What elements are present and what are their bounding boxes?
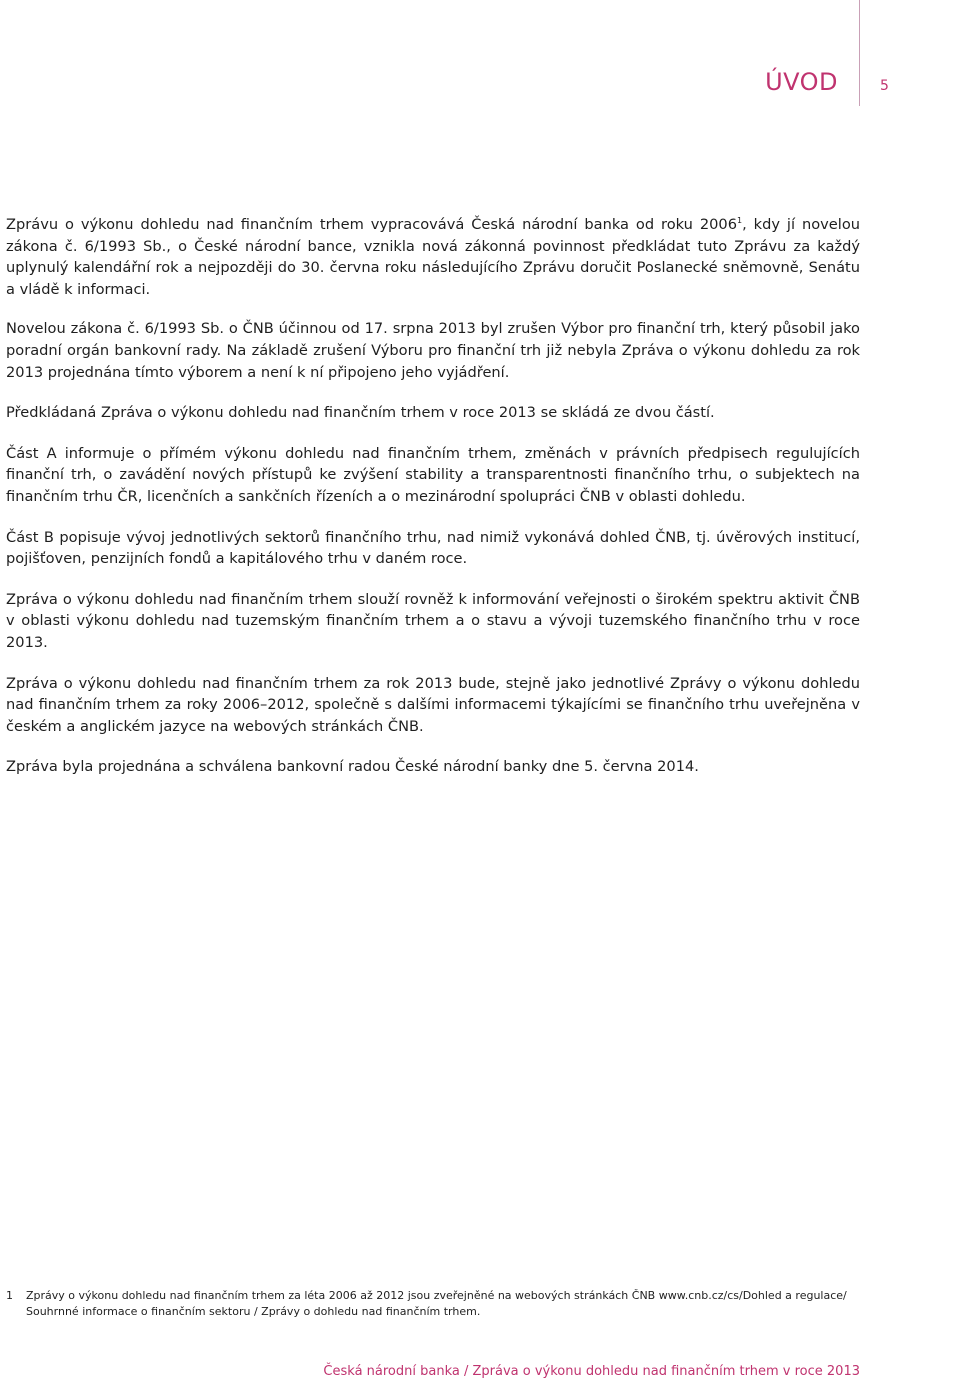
page-footer: Česká národní banka / Zpráva o výkonu dohledu nad finančním trhem v roce 2013 bbox=[323, 1364, 860, 1379]
section-title: ÚVOD bbox=[765, 68, 838, 96]
header-divider bbox=[859, 0, 860, 106]
paragraph-public-info: Zpráva o výkonu dohledu nad finančním trhem slouží rovněž k informování veřejnosti o širokém spektru aktivit ČNB v oblasti výkonu dohledu nad tuzemským finančním trhem a o stavu a vývoji tuzemského finančního trhu v roce 2013. bbox=[6, 590, 860, 651]
paragraph-amendment: Novelou zákona č. 6/1993 Sb. o ČNB účinnou od 17. srpna 2013 byl zrušen Výbor pro finanční trh, který působil jako poradní orgán bankovní rady. Na základě zrušení Výboru pro finanční trh již nebyla Zpráva o výkonu dohledu za rok 2013 projednána tímto výborem a není k ní připojeno jeho vyjádření. bbox=[6, 320, 860, 381]
paragraph-intro: Zprávu o výkonu dohledu nad finančním trhem vypracovává Česká národní banka od roku 2006$^1$, kdy jí novelou zákona č. 6/1993 Sb., o České národní bance, vznikla nová zákonná povinnost předkládat tuto Zprávu za každý uplynulý kalendářní rok a nejpozději do 30. června roku následujícího Zprávu doručit Poslanecké sněmovně, Senátu a vládě k informaci. bbox=[6, 216, 861, 298]
footnote-number: 1 bbox=[6, 1289, 13, 1302]
paragraph-structure: Předkládaná Zpráva o výkonu dohledu nad finančním trhem v roce 2013 se skládá ze dvou částí. bbox=[6, 404, 715, 422]
paragraph-approval: Zpráva byla projednána a schválena bankovní radou České národní banky dne 5. června 2014. bbox=[6, 758, 699, 776]
paragraph-part-b: Část B popisuje vývoj jednotlivých sektorů finančního trhu, nad nimiž vykonává dohled ČNB, tj. úvěrových institucí, pojišťoven, penzijních fondů a kapitálového trhu v daném roce. bbox=[6, 528, 860, 568]
footnote bbox=[6, 1288, 860, 1320]
footnote-reference[interactable]: 1 bbox=[736, 216, 743, 226]
paragraph-publication: Zpráva o výkonu dohledu nad finančním trhem za rok 2013 bude, stejně jako jednotlivé Zprávy o výkonu dohledu nad finančním trhem za roky 2006–2012, společně s dalšími informacemi týkajícími se finančního trhu uveřejněna v českém a anglickém jazyce na webových stránkách ČNB. bbox=[6, 674, 860, 735]
footnote-text: Zprávy o výkonu dohledu nad finančním trhem za léta 2006 až 2012 jsou zveřejněné na webových stránkách ČNB www.cnb.cz/cs/Dohled a regulace/ Souhrnné informace o finančním sektoru / Zprávy o dohledu nad finančním trhem. bbox=[26, 1289, 847, 1318]
body-text bbox=[6, 214, 860, 797]
paragraph-part-a: Část A informuje o přímém výkonu dohledu nad finančním trhem, změnách v právních předpisech regulujících finanční trh, o zavádění nových přístupů ke zvýšení stability a transparentnosti finančního trhu, o subjektech na finančním trhu ČR, licenčních a sankčních řízeních a o mezinárodní spolupráci ČNB v oblasti dohledu. bbox=[6, 444, 860, 505]
page-number: 5 bbox=[880, 78, 889, 94]
